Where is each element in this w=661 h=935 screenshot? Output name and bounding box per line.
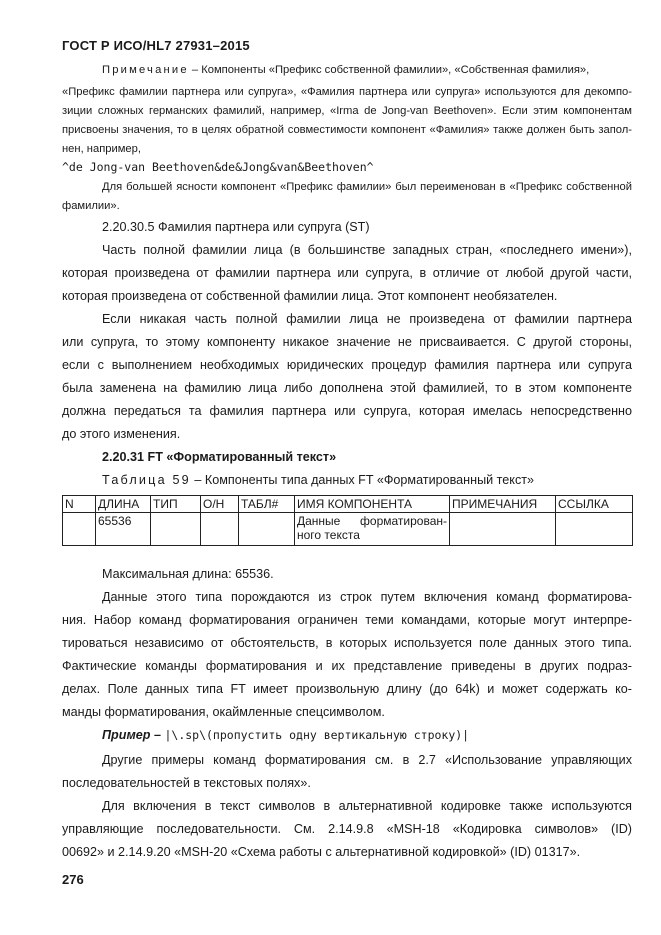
- component-name-line-2: ного текста: [297, 528, 360, 542]
- column-header: О/Н: [201, 496, 239, 513]
- paragraph-line: должна передаться та фамилия партнера или супруга, которая имелась непосредственно: [62, 404, 632, 418]
- column-header: ИМЯ КОМПОНЕНТА: [295, 496, 450, 513]
- component-name-line-1: Данные форматирован-: [297, 514, 447, 528]
- paragraph-line: делах. Поле данных типа FT имеет произвольную длину (до 64k) и может содержать ко-: [62, 682, 632, 696]
- note-label: Примечание: [102, 64, 189, 76]
- table-cell: 65536: [96, 513, 151, 546]
- paragraph-line: Для включения в текст символов в альтернативной кодировке также используются: [102, 799, 632, 813]
- table-cell: [239, 513, 295, 546]
- paragraph-line: которая произведена от собственной фамилии лица. Этот компонент необязателен.: [62, 289, 558, 303]
- section-heading-2-20-31: 2.20.31 FT «Форматированный текст»: [102, 450, 337, 464]
- table-cell: [151, 513, 201, 546]
- table-cell: [63, 513, 96, 546]
- table-caption-label: Таблица 59: [102, 473, 191, 487]
- paragraph-line: тироваться независимо от обстоятельств, в которых используется поле данных этого типа.: [62, 636, 632, 650]
- paragraph-line: 00692» и 2.14.9.20 «MSH-20 «Схема работы с альтернативной кодировкой» (ID) 01317».: [62, 845, 581, 859]
- table-caption: [102, 473, 534, 487]
- column-header: ТИП: [151, 496, 201, 513]
- paragraph-line: Если никакая часть полной фамилии лица не произведена от фамилии партнера: [102, 312, 632, 326]
- example-code: |\.sp\(пропустить одну вертикальную строку)|: [164, 728, 470, 742]
- table-cell: [556, 513, 633, 546]
- paragraph-line: до этого изменения.: [62, 427, 181, 441]
- column-header: ТАБЛ#: [239, 496, 295, 513]
- table-cell-component-name: [295, 513, 450, 546]
- paragraph-line: Другие примеры команд форматирования см. в 2.7 «Использование управляющих: [102, 753, 632, 767]
- paragraph-line: Часть полной фамилии лица (в большинстве западных стран, «последнего имени»),: [102, 243, 632, 257]
- table-caption-text: – Компоненты типа данных FT «Форматированный текст»: [194, 473, 535, 487]
- column-header: ПРИМЕЧАНИЯ: [450, 496, 556, 513]
- table-header-row: [63, 496, 633, 513]
- column-header: ССЫЛКА: [556, 496, 633, 513]
- note-line-5: нен, например,: [62, 143, 141, 155]
- example-label: Пример –: [102, 728, 161, 742]
- table-row: [63, 513, 633, 546]
- document-header: ГОСТ Р ИСО/HL7 27931–2015: [62, 38, 250, 53]
- table-cell: [450, 513, 556, 546]
- paragraph-line: или супруга, то этому компоненту никакое значение не присваивается. С другой стороны,: [62, 335, 632, 349]
- paragraph-line: которая произведена от фамилии партнера или супруга, в отличие от любой другой части,: [62, 266, 632, 280]
- note-line-4: присвоены значения, то в целях обратной совместимости компонент «Фамилия» также должен быть запол-: [62, 124, 632, 136]
- note-extra-line-2: фамилии».: [62, 200, 120, 212]
- paragraph-line: Фактические команды форматирования и их представление приведены в других подраз-: [62, 659, 632, 673]
- paragraph-line: управляющие последовательности. См. 2.14.9.8 «MSH-18 «Кодировка символов» (ID): [62, 822, 632, 836]
- column-header: ДЛИНА: [96, 496, 151, 513]
- section-heading-2-20-30-5: 2.20.30.5 Фамилия партнера или супруга (ST): [102, 220, 370, 234]
- page-number: 276: [62, 872, 84, 887]
- note-line-1: [102, 64, 632, 77]
- max-length-line: Максимальная длина: 65536.: [102, 567, 274, 581]
- paragraph-line: была заменена на фамилию лица либо дополнена этой фамилией, то в этом компоненте: [62, 381, 632, 395]
- example-line: [102, 728, 469, 742]
- paragraph-line: манды форматирования, окаймленные спецсимволом.: [62, 705, 385, 719]
- paragraph-line: Данные этого типа порождаются из строк путем включения команд форматирова-: [102, 590, 632, 604]
- paragraph-line: если с выполнением необходимых юридических процедур фамилия партнера или супруга: [62, 358, 632, 372]
- table-cell: [201, 513, 239, 546]
- note-line-3: зиции сложных германских фамилий, например, «Irma de Jong-van Beethoven». Если этим компонентам: [62, 105, 632, 117]
- paragraph-line: последовательностей в текстовых полях».: [62, 776, 311, 790]
- column-header: N: [63, 496, 96, 513]
- components-table: [62, 495, 633, 546]
- paragraph-line: ния. Набор команд форматирования ограничен теми командами, которые могут интерпре-: [62, 613, 632, 627]
- note-line-2: «Префикс фамилии партнера или супруга», «Фамилия партнера или супруга» используются для декомпо-: [62, 86, 632, 98]
- note-extra-line-1: Для большей ясности компонент «Префикс фамилии» был переименован в «Префикс собственной: [102, 181, 632, 193]
- note-code-example: ^de Jong-van Beethoven&de&Jong&van&Beethoven^: [62, 160, 374, 174]
- note-line-1-text: – Компоненты «Префикс собственной фамилии», «Собственная фамилия»,: [191, 64, 590, 76]
